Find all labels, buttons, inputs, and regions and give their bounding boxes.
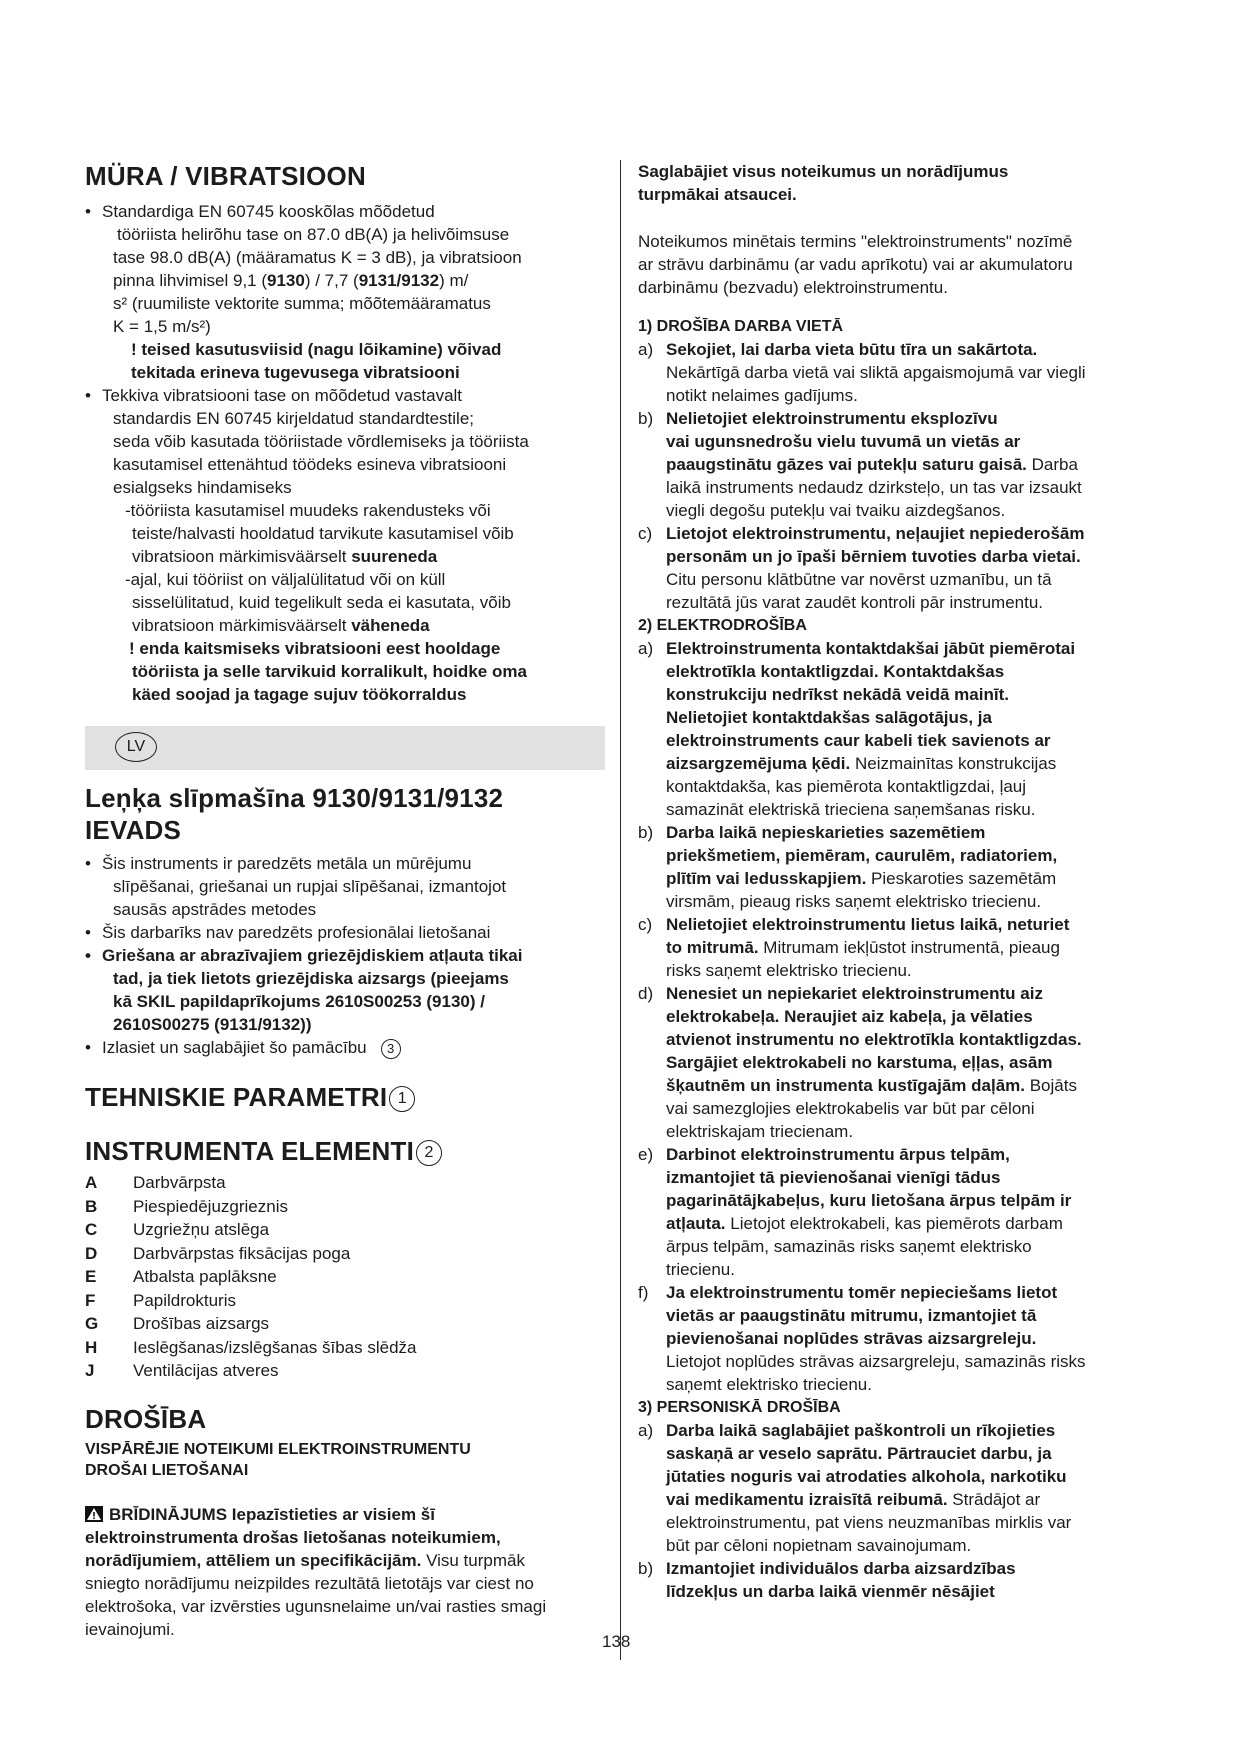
warning-icon: [85, 1506, 103, 1522]
left-column: [85, 160, 605, 1641]
list-item: a) Sekojiet, lai darba vieta būtu tīra un sakārtota. Nekārtīgā darba vietā vai sliktā apgaismojumā var viegli notikt nelaimes gadījums.: [638, 340, 1086, 405]
list-item: C Uzgriežņu atslēga: [85, 1220, 270, 1239]
list-item: b) Izmantojiet individuālos darba aizsardzības līdzekļus un darba laikā vienmēr nēsājiet: [638, 1559, 1016, 1601]
list-item: f) Ja elektroinstrumentu tomēr nepieciešams lietot vietās ar paaugstinātu mitrumu, izmantojiet tā pievienošanai noplūdes strāvas aizsargreleju. Lietojot noplūdes strāvas aizsargreleju, samazinās risks saņemt elektrisko triecienu.: [638, 1283, 1086, 1394]
list-item: D Darbvārpstas fiksācijas poga: [85, 1243, 351, 1263]
intro-title: IEVADS: [85, 815, 182, 845]
list-item: b) Darba laikā nepieskarieties sazemētiem priekšmetiem, piemēram, caurulēm, radiatoriem, plītīm vai ledusskapjiem. Pieskaroties sazemētām virsmām, pieaug risks saņemt elektrisko triecienu.: [638, 823, 1058, 911]
list-item: e) Darbinot elektroinstrumentu ārpus telpām, izmantojiet tā pievienošanai vienīgi tādus pagarinātājkabeļus, kuru lietošana ārpus telpām ir atļauta. Lietojot elektrokabeli, kas piemērots darbam ārpus telpām, samazinās risks saņemt elektrisko triecienu.: [638, 1145, 1072, 1279]
list-item: c) Lietojot elektroinstrumentu, neļaujiet nepiederošām personām un jo īpaši bērniem tuvoties darba vietai. Citu personu klātbūtne var novērst uzmanību, un tā rezultātā jūs varat zaudēt kontroli pār instrumentu.: [638, 524, 1085, 612]
figure-ref-1: 1: [389, 1086, 415, 1112]
page-number: 138: [602, 1632, 631, 1651]
noise-bullet-1: • Standardiga EN 60745 kooskõlas mõõdetud tööriista helirõhu tase on 87.0 dB(A) ja helivõimsuse tase 98.0 dB(A) (määramatus K = 3 dB), ja vibratsioon pinna lihvimisel 9,1 (9130) / 7,7 (9131/9132) m/ s² (ruumiliste vektorite summa; mõõtemääramatus K = 1,5 m/s²) ! teised kasutusviisid (nagu lõikamine) võivad tekitada erineva tugevusega vibratsiooni: [85, 200, 605, 384]
tech-title: TEHNISKIE PARAMETRI 1: [85, 1081, 605, 1113]
column-divider: [620, 160, 621, 1660]
figure-ref-2: 2: [416, 1140, 442, 1166]
warning-paragraph: BRĪDINĀJUMS Iepazīstieties ar visiem šī elektroinstrumenta drošas lietošanas noteikumiem, norādījumiem, attēliem un specifikācijām. Visu turpmāk sniegto norādījumu neizpildes rezultātā lietotājs var ciest no elektrošoka, var izvērsties ugunsnelaime un/vai rasties smagi ievainojumi.: [85, 1504, 547, 1639]
language-band: [85, 726, 605, 770]
right-column: Saglabājiet visus noteikumus un norādījumus turpmākai atsaucei. Noteikumos minētais termins "elektroinstruments" nozīmē ar strāvu darbināmu (ar vadu aprīkotu) vai ar akumulatoru darbināmu (bezvadu) elektroinstrumentu. 1) DROŠĪBA DARBA VIETĀ a) Sekojiet, lai darba vieta būtu tīra un sakārtota. Nekārtīgā darba vietā vai sliktā apgaismojumā var viegli notikt nelaimes gadījums. b) Nelietojiet elektroinstrumentu eksplozīvu vai ugunsnedrošu vielu tuvumā un vietās ar paaugstinātu gāzes vai putekļu saturu gaisā. Darba laikā instruments nedaudz dzirksteļo, un tas var izsaukt viegli degošu putekļu vai tvaiku aizdegšanos. c) Lietojot elektroinstrumentu, neļaujiet nepiederošām personām un jo īpaši bērniem tuvoties darba vietai. Citu personu klātbūtne var novērst uzmanību, un tā rezultātā jūs varat zaudēt kontroli pār instrumentu. 2) ELEKTRODROŠĪBA a) Elektroinstrumenta kontaktdakšai jābūt piemērotai elektrotīkla kontaktligzdai. Kontaktdakšas konstrukciju nedrīkst nekādā veidā mainīt. Nelietojiet kontaktdakšas salāgotājus, ja elektroinstruments caur kabeli tiek savienots ar aizsargzemējuma ķēdi. Neizmainītas konstrukcijas kontaktdakša, kas piemērota kontaktligzdai, ļauj samazināt elektriskā trieciena saņemšanas risku. b) Darba laikā nepieskarieties sazemētiem priekšmetiem, piemēram, caurulēm, radiatoriem, plītīm vai ledusskapjiem. Pieskaroties sazemētām virsmām, pieaug risks saņemt elektrisko triecienu. c) Nelietojiet elektroinstrumentu lietus laikā, neturiet to mitrumā. Mitrumam iekļūstot instrumentā, pieaug risks saņemt elektrisko triecienu. d) Nenesiet un nepiekariet elektroinstrumentu aiz elektrokabeļa. Neraujiet aiz kabeļa, ja vēlaties atvienot instrumentu no elektrotīkla kontaktligzdas. Sargājiet elektrokabeli no karstuma, eļļas, asām šķautnēm un instrumenta kustīgajām daļām. Bojāts vai samezglojies elektrokabelis var būt par cēloni elektriskajam triecienam. e) Darbinot elektroinstrumentu ārpus telpām, izmantojiet tā pievienošanai vienīgi tādus pagarinātājkabeļus, kuru lietošana ārpus telpām ir atļauta. Lietojot elektrokabeli, kas piemērots darbam ārpus telpām, samazinās risks saņemt elektrisko triecienu. f) Ja elektroinstrumentu tomēr nepieciešams lietot vietās ar paaugstinātu mitrumu, izmantojiet tā pievienošanai noplūdes strāvas aizsargreleju. Lietojot noplūdes strāvas aizsargreleju, samazinās risks saņemt elektrisko triecienu. 3) PERSONISKĀ DROŠĪBA a) Darba laikā saglabājiet paškontroli un rīkojieties saskaņā ar veselo saprātu. Pārtrauciet darbu, ja jūtaties noguris vai atrodaties alkohola, narkotiku vai medikamentu izraisītā reibumā. Strādājot ar elektroinstrumentu, pat viens neuzmanības mirklis var būt par cēloni nopietnam savainojumam. b) Izmantojiet individuālos darba aizsardzības līdzekļus un darba laikā vienmēr nēsājiet: [638, 160, 1163, 1603]
product-title: Leņķa slīpmašīna 9130/9131/9132: [85, 783, 504, 813]
elements-list: [85, 1171, 605, 1383]
section-heading: 2) ELEKTRODROŠĪBA: [638, 617, 807, 634]
language-badge: LV: [115, 732, 157, 762]
section-heading: 3) PERSONISKĀ DROŠĪBA: [638, 1399, 841, 1416]
figure-ref-3: 3: [381, 1039, 401, 1059]
list-item: J Ventilācijas atveres: [85, 1361, 279, 1380]
list-item: b) Nelietojiet elektroinstrumentu eksplozīvu vai ugunsnedrošu vielu tuvumā un vietās ar paaugstinātu gāzes vai putekļu saturu gaisā. Darba laikā instruments nedaudz dzirksteļo, un tas var izsaukt viegli degošu putekļu vai tvaiku aizdegšanos.: [638, 409, 1082, 520]
section-heading: 1) DROŠĪBA DARBA VIETĀ: [638, 318, 844, 335]
list-item: d) Nenesiet un nepiekariet elektroinstrumentu aiz elektrokabeļa. Neraujiet aiz kabeļa, ja vēlaties atvienot instrumentu no elektrotīkla kontaktligzdas. Sargājiet elektrokabeli no karstuma, eļļas, asām šķautnēm un instrumenta kustīgajām daļām. Bojāts vai samezglojies elektrokabelis var būt par cēloni elektriskajam triecienam.: [638, 984, 1082, 1141]
intro-bullet-4: • Izlasiet un saglabājiet šo pamācību 3: [85, 1036, 605, 1059]
intro-bullet-1: • Šis instruments ir paredzēts metāla un mūrējumu slīpēšanai, griešanai un rupjai slīpēšanai, izmantojot sausās apstrādes metodes: [85, 852, 605, 921]
intro-bullet-2: • Šis darbarīks nav paredzēts profesionālai lietošanai: [85, 921, 605, 944]
list-item: B Piespiedējuzgrieznis: [85, 1196, 288, 1216]
list-item: E Atbalsta paplāksne: [85, 1267, 277, 1286]
elements-title: INSTRUMENTA ELEMENTI 2: [85, 1135, 605, 1167]
list-item: H Ieslēgšanas/izslēgšanas šības slēdža: [85, 1337, 417, 1357]
list-item: F Papildrokturis: [85, 1290, 236, 1310]
safety-title: DROŠĪBA: [85, 1403, 207, 1434]
list-item: a) Darba laikā saglabājiet paškontroli un rīkojieties saskaņā ar veselo saprātu. Pārtrauciet darbu, ja jūtaties noguris vai atrodaties alkohola, narkotiku vai medikamentu izraisītā reibumā. Strādājot ar elektroinstrumentu, pat viens neuzmanības mirklis var būt par cēloni nopietnam savainojumam.: [638, 1421, 1072, 1555]
list-item: G Drošības aizsargs: [85, 1314, 270, 1333]
noise-bullet-2: • Tekkiva vibratsiooni tase on mõõdetud vastavalt standardis EN 60745 kirjeldatud standardtestile; seda võib kasutada tööriistade võrdlemiseks ja tööriista kasutamisel ettenähtud töödeks esineva vibratsiooni esialgseks hindamiseks -tööriista kasutamisel muudeks rakendusteks või teiste/halvasti hooldatud tarvikute kasutamisel võib vibratsioon märkimisväärselt suureneda -ajal, kui tööriist on väljalülitatud või on küll sisselülitatud, kuid tegelikult seda ei kasutata, võib vibratsioon märkimisväärselt väheneda ! enda kaitsmiseks vibratsiooni eest hooldage tööriista ja selle tarvikuid korralikult, hoidke oma käed soojad ja tagage sujuv töökorraldus: [85, 384, 605, 706]
list-item: A Darbvārpsta: [85, 1173, 226, 1192]
noise-title: MÜRA / VIBRATSIOON: [85, 161, 366, 191]
list-item: a) Elektroinstrumenta kontaktdakšai jābūt piemērotai elektrotīkla kontaktligzdai. Kontaktdakšas konstrukciju nedrīkst nekādā veidā mainīt. Nelietojiet kontaktdakšas salāgotājus, ja elektroinstruments caur kabeli tiek savienots ar aizsargzemējuma ķēdi. Neizmainītas konstrukcijas kontaktdakša, kas piemērota kontaktligzdai, ļauj samazināt elektriskā trieciena saņemšanas risku.: [638, 639, 1076, 819]
safety-subtitle: VISPĀRĒJIE NOTEIKUMI ELEKTROINSTRUMENTU DROŠAI LIETOŠANAI: [85, 1440, 471, 1479]
list-item: c) Nelietojiet elektroinstrumentu lietus laikā, neturiet to mitrumā. Mitrumam iekļūstot instrumentā, pieaug risks saņemt elektrisko triecienu.: [638, 915, 1070, 980]
intro-bullet-3: • Griešana ar abrazīvajiem griezējdiskiem atļauta tikai tad, ja tiek lietots griezējdiska aizsargs (pieejams kā SKIL papildaprīkojums 2610S00253 (9130) / 2610S00275 (9131/9132)): [85, 944, 605, 1036]
